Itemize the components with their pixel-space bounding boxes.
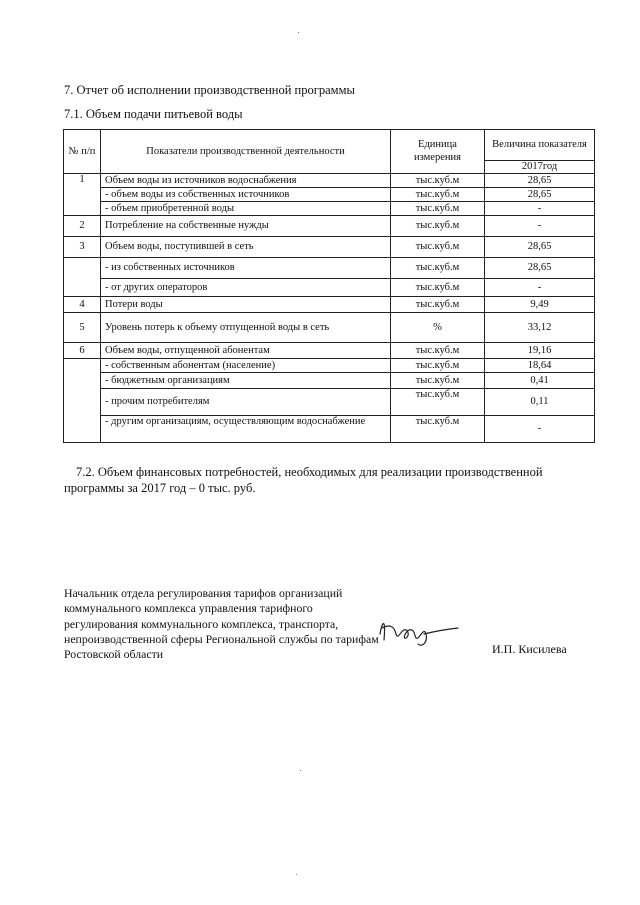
row-label: Объем воды, поступившей в сеть — [101, 237, 391, 258]
row-num: 2 — [64, 216, 101, 237]
row-unit: тыс.куб.м — [391, 174, 485, 188]
row-value: 9,49 — [485, 297, 595, 313]
signatory-name: И.П. Кисилева — [492, 642, 567, 656]
row-value: 28,65 — [485, 258, 595, 279]
row-num: 6 — [64, 343, 101, 359]
table-row — [64, 174, 595, 188]
row-label: - от других операторов — [101, 279, 391, 297]
row-unit: тыс.куб.м — [391, 216, 485, 237]
row-num-empty — [64, 359, 101, 443]
row-value: 0,11 — [485, 389, 595, 416]
header-year: 2017год — [485, 161, 595, 174]
table-row — [64, 297, 595, 313]
row-value: - — [485, 216, 595, 237]
table-row — [64, 343, 595, 359]
financial-needs-paragraph: 7.2. Объем финансовых потребностей, необходимых для реализации производственной программы за 2017 год – 0 тыс. руб. — [64, 465, 543, 496]
row-value: - — [485, 279, 595, 297]
row-label: - из собственных источников — [101, 258, 391, 279]
scan-speck — [298, 32, 299, 33]
row-unit: тыс.куб.м — [391, 258, 485, 279]
row-unit: тыс.куб.м — [391, 416, 485, 443]
table-row — [64, 216, 595, 237]
row-num: 4 — [64, 297, 101, 313]
row-value: 18,64 — [485, 359, 595, 373]
table-row — [64, 258, 595, 279]
row-num: 3 — [64, 237, 101, 258]
row-unit: тыс.куб.м — [391, 297, 485, 313]
table-row — [64, 359, 595, 373]
row-num: 5 — [64, 313, 101, 343]
row-unit: тыс.куб.м — [391, 359, 485, 373]
table-header-row — [64, 130, 595, 161]
row-label: - объем приобретенной воды — [101, 202, 391, 216]
table-row — [64, 416, 595, 443]
row-value: - — [485, 416, 595, 443]
row-value: - — [485, 202, 595, 216]
row-value: 33,12 — [485, 313, 595, 343]
table-row — [64, 313, 595, 343]
row-unit: тыс.куб.м — [391, 343, 485, 359]
row-label: - бюджетным организациям — [101, 373, 391, 389]
row-unit: тыс.куб.м — [391, 373, 485, 389]
table-row — [64, 188, 595, 202]
row-label: Потери воды — [101, 297, 391, 313]
section-title: 7. Отчет об исполнении производственной программы — [64, 83, 355, 97]
row-num: 1 — [64, 174, 101, 216]
header-value: Величина показателя — [485, 130, 595, 161]
signatory-position: Начальник отдела регулирования тарифов организаций коммунального комплекса управления тарифного регулирования коммунального комплекса, транспорта, непроизводственной сферы Региональной службы по тарифам Ростовской области — [64, 586, 379, 662]
header-num: № п/п — [64, 130, 101, 174]
header-indicator: Показатели производственной деятельности — [101, 130, 391, 174]
row-value: 28,65 — [485, 188, 595, 202]
row-label: - объем воды из собственных источников — [101, 188, 391, 202]
row-label: Уровень потерь к объему отпущенной воды в сеть — [101, 313, 391, 343]
table-row — [64, 389, 595, 416]
row-num-empty — [64, 258, 101, 297]
table-row — [64, 202, 595, 216]
row-label: - другим организациям, осуществляющим водоснабжение — [101, 416, 391, 443]
handwritten-signature — [372, 604, 462, 659]
row-value: 28,65 — [485, 237, 595, 258]
row-unit: тыс.куб.м — [391, 237, 485, 258]
water-supply-table — [63, 129, 595, 443]
table-row — [64, 279, 595, 297]
row-unit: % — [391, 313, 485, 343]
row-value: 0,41 — [485, 373, 595, 389]
row-value: 19,16 — [485, 343, 595, 359]
row-unit: тыс.куб.м — [391, 188, 485, 202]
row-label: - прочим потребителям — [101, 389, 391, 416]
row-label: Объем воды, отпущенной абонентам — [101, 343, 391, 359]
table-row — [64, 373, 595, 389]
row-label: Потребление на собственные нужды — [101, 216, 391, 237]
scan-speck — [300, 770, 301, 771]
row-unit: тыс.куб.м — [391, 389, 485, 416]
row-unit: тыс.куб.м — [391, 279, 485, 297]
row-unit: тыс.куб.м — [391, 202, 485, 216]
subsection-title: 7.1. Объем подачи питьевой воды — [64, 107, 243, 121]
row-value: 28,65 — [485, 174, 595, 188]
table-row — [64, 237, 595, 258]
scan-speck — [296, 874, 297, 875]
row-label: - собственным абонентам (население) — [101, 359, 391, 373]
header-unit: Единица измерения — [391, 130, 485, 174]
row-label: Объем воды из источников водоснабжения — [101, 174, 391, 188]
